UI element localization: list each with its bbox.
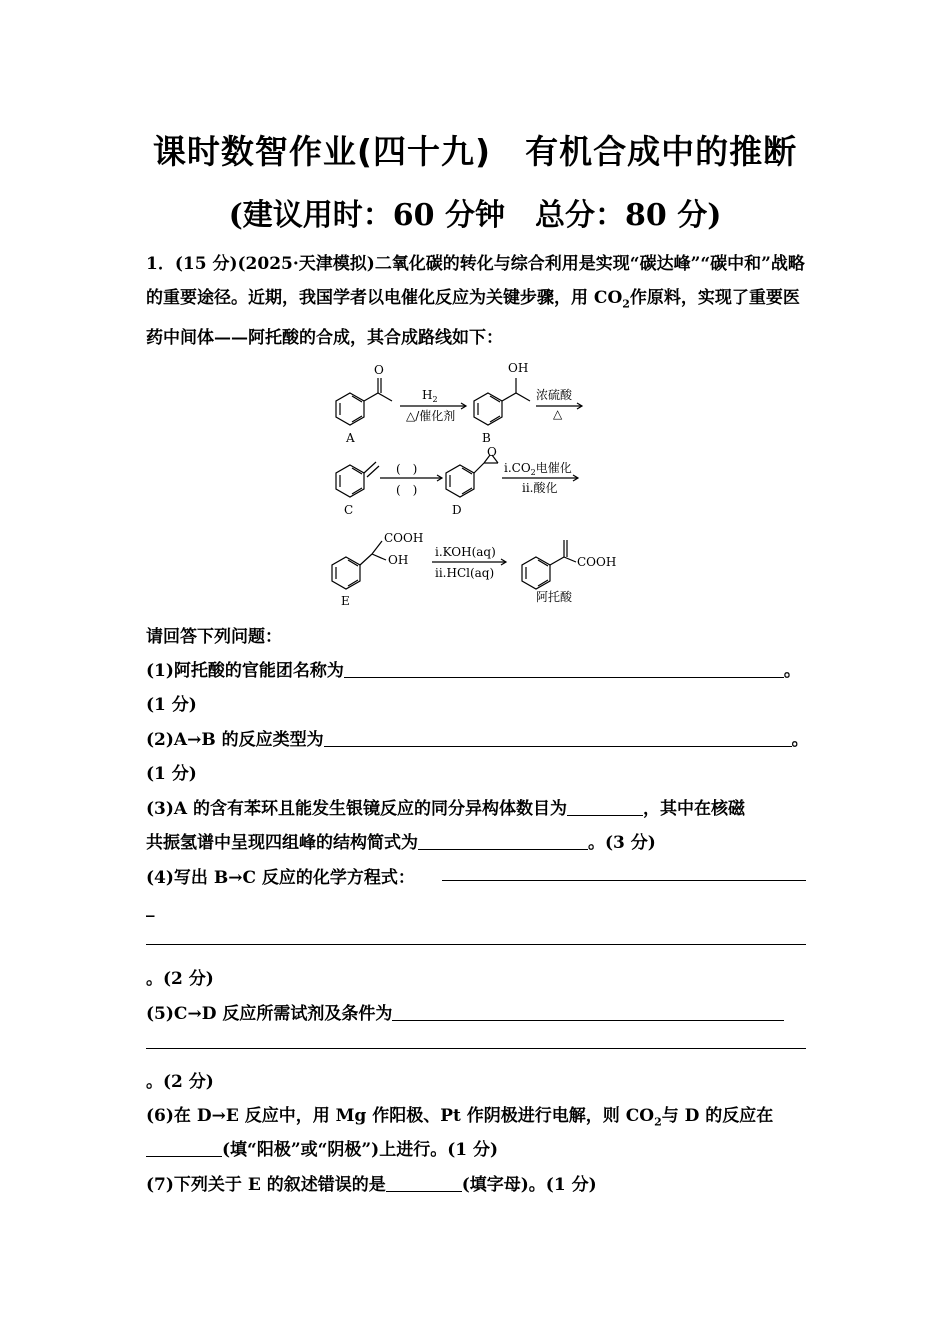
q4-dash: _ [146, 898, 155, 918]
question-3-line-2 [146, 828, 656, 853]
page-subtitle: (建议用时：60 分钟 总分：80 分) [228, 198, 722, 233]
atropic-acid-structure [522, 540, 576, 589]
product-cooh-label: COOH [577, 555, 617, 569]
q7-text: (7)下列关于 E 的叙述错误的是 [146, 1175, 386, 1195]
q3-tail: ，其中在核磁 [643, 799, 746, 819]
question-6-line-2 [146, 1135, 498, 1160]
question-1 [146, 656, 801, 681]
compound-D-structure [446, 455, 498, 497]
arrow-4-top: $i.CO_2$电催化 [504, 461, 572, 477]
q7-tail: (填字母)。(1 分) [461, 1175, 597, 1195]
D-oxygen-label: O [487, 445, 497, 459]
arrow-4-bottom: ii.酸化 [522, 481, 558, 495]
q4-score: 。(2 分) [146, 969, 214, 989]
arrow-3-bottom: ( ) [396, 483, 418, 497]
co2-subscript: 2 [622, 297, 630, 311]
question-1-intro-tail: 作原料，实现了重要医药中间体——阿托酸的合成，其合成路线如下： [146, 288, 800, 349]
compound-A-structure [336, 378, 392, 425]
question-1-intro-text: 二氧化碳的转化与综合利用是实现“碳达峰”“碳中和”战略的重要途径。近期，我国学者以电催化反应为关键步骤，用 CO [146, 254, 805, 308]
label-C: C [344, 503, 354, 517]
q6-text: (6)在 D→E 反应中，用 Mg 作阳极、Pt 作阴极进行电解，则 CO [146, 1106, 655, 1126]
q3-text-2: 共振氢谱中呈现四组峰的结构简式为 [146, 833, 418, 853]
q5-answer-blank-2[interactable] [146, 1030, 806, 1049]
q6-text-2: (填“阳极”或“阴极”)上进行。(1 分) [222, 1140, 499, 1160]
A-oxygen-label: O [374, 363, 384, 377]
product-name: 阿托酸 [536, 590, 573, 604]
question-6-line-1 [146, 1101, 773, 1128]
label-A: A [346, 431, 355, 445]
question-4 [146, 863, 415, 888]
B-hydroxyl-label: OH [508, 361, 529, 375]
compound-E-structure [332, 541, 386, 589]
synthesis-scheme [318, 352, 628, 610]
question-1-intro [146, 247, 808, 355]
label-E: E [341, 594, 350, 608]
E-cooh-label: COOH [384, 531, 424, 545]
q3-structure-blank[interactable] [418, 831, 588, 850]
arrow-5-top: i.KOH(aq) [435, 545, 496, 559]
q1-answer-blank[interactable] [344, 659, 784, 678]
label-D: D [452, 503, 462, 517]
q6-co2-subscript: 2 [654, 1115, 662, 1129]
question-1-head: 1．(15 分)(2025·天津模拟) [146, 254, 375, 274]
q4-answer-blank-1[interactable] [442, 862, 806, 881]
q1-period: 。 [783, 661, 801, 681]
q4-text: (4)写出 B→C 反应的化学方程式： [146, 868, 415, 888]
q1-score: (1 分) [146, 695, 197, 715]
q5-score: 。(2 分) [146, 1072, 214, 1092]
question-5 [146, 999, 784, 1024]
arrow-5-bottom: ii.HCl(aq) [435, 566, 495, 580]
q3-count-blank[interactable] [567, 797, 643, 816]
q2-score: (1 分) [146, 764, 197, 784]
arrow-3-top: ( ) [396, 462, 418, 476]
arrow-1-bottom: △/催化剂 [406, 409, 456, 423]
q7-answer-blank[interactable] [386, 1173, 462, 1192]
q5-text: (5)C→D 反应所需试剂及条件为 [146, 1004, 393, 1024]
questions-prompt: 请回答下列问题： [146, 627, 282, 647]
q3-text: (3)A 的含有苯环且能发生银镜反应的同分异构体数目为 [146, 799, 568, 819]
label-B: B [482, 431, 491, 445]
compound-C-structure [336, 462, 379, 497]
compound-B-structure [474, 378, 530, 425]
q2-period: 。 [791, 730, 809, 750]
q6-answer-blank[interactable] [146, 1138, 222, 1157]
q4-answer-blank-2[interactable] [146, 926, 806, 945]
q5-answer-blank-1[interactable] [392, 1002, 784, 1021]
q1-text: (1)阿托酸的官能团名称为 [146, 661, 344, 681]
q2-answer-blank[interactable] [324, 728, 792, 747]
q3-score: 。(3 分) [588, 833, 656, 853]
arrow-1-top: $H_2$ [422, 388, 438, 404]
question-3-line-1 [146, 794, 745, 819]
arrow-2-bottom: △ [553, 407, 563, 421]
question-7 [146, 1170, 597, 1195]
q2-text: (2)A→B 的反应类型为 [146, 730, 324, 750]
arrow-2-top: 浓硫酸 [536, 388, 573, 402]
E-hydroxyl-label: OH [388, 553, 409, 567]
question-2 [146, 725, 809, 750]
q6-tail: 与 D 的反应在 [661, 1106, 774, 1126]
page-title: 课时数智作业(四十九) 有机合成中的推断 [152, 132, 798, 171]
